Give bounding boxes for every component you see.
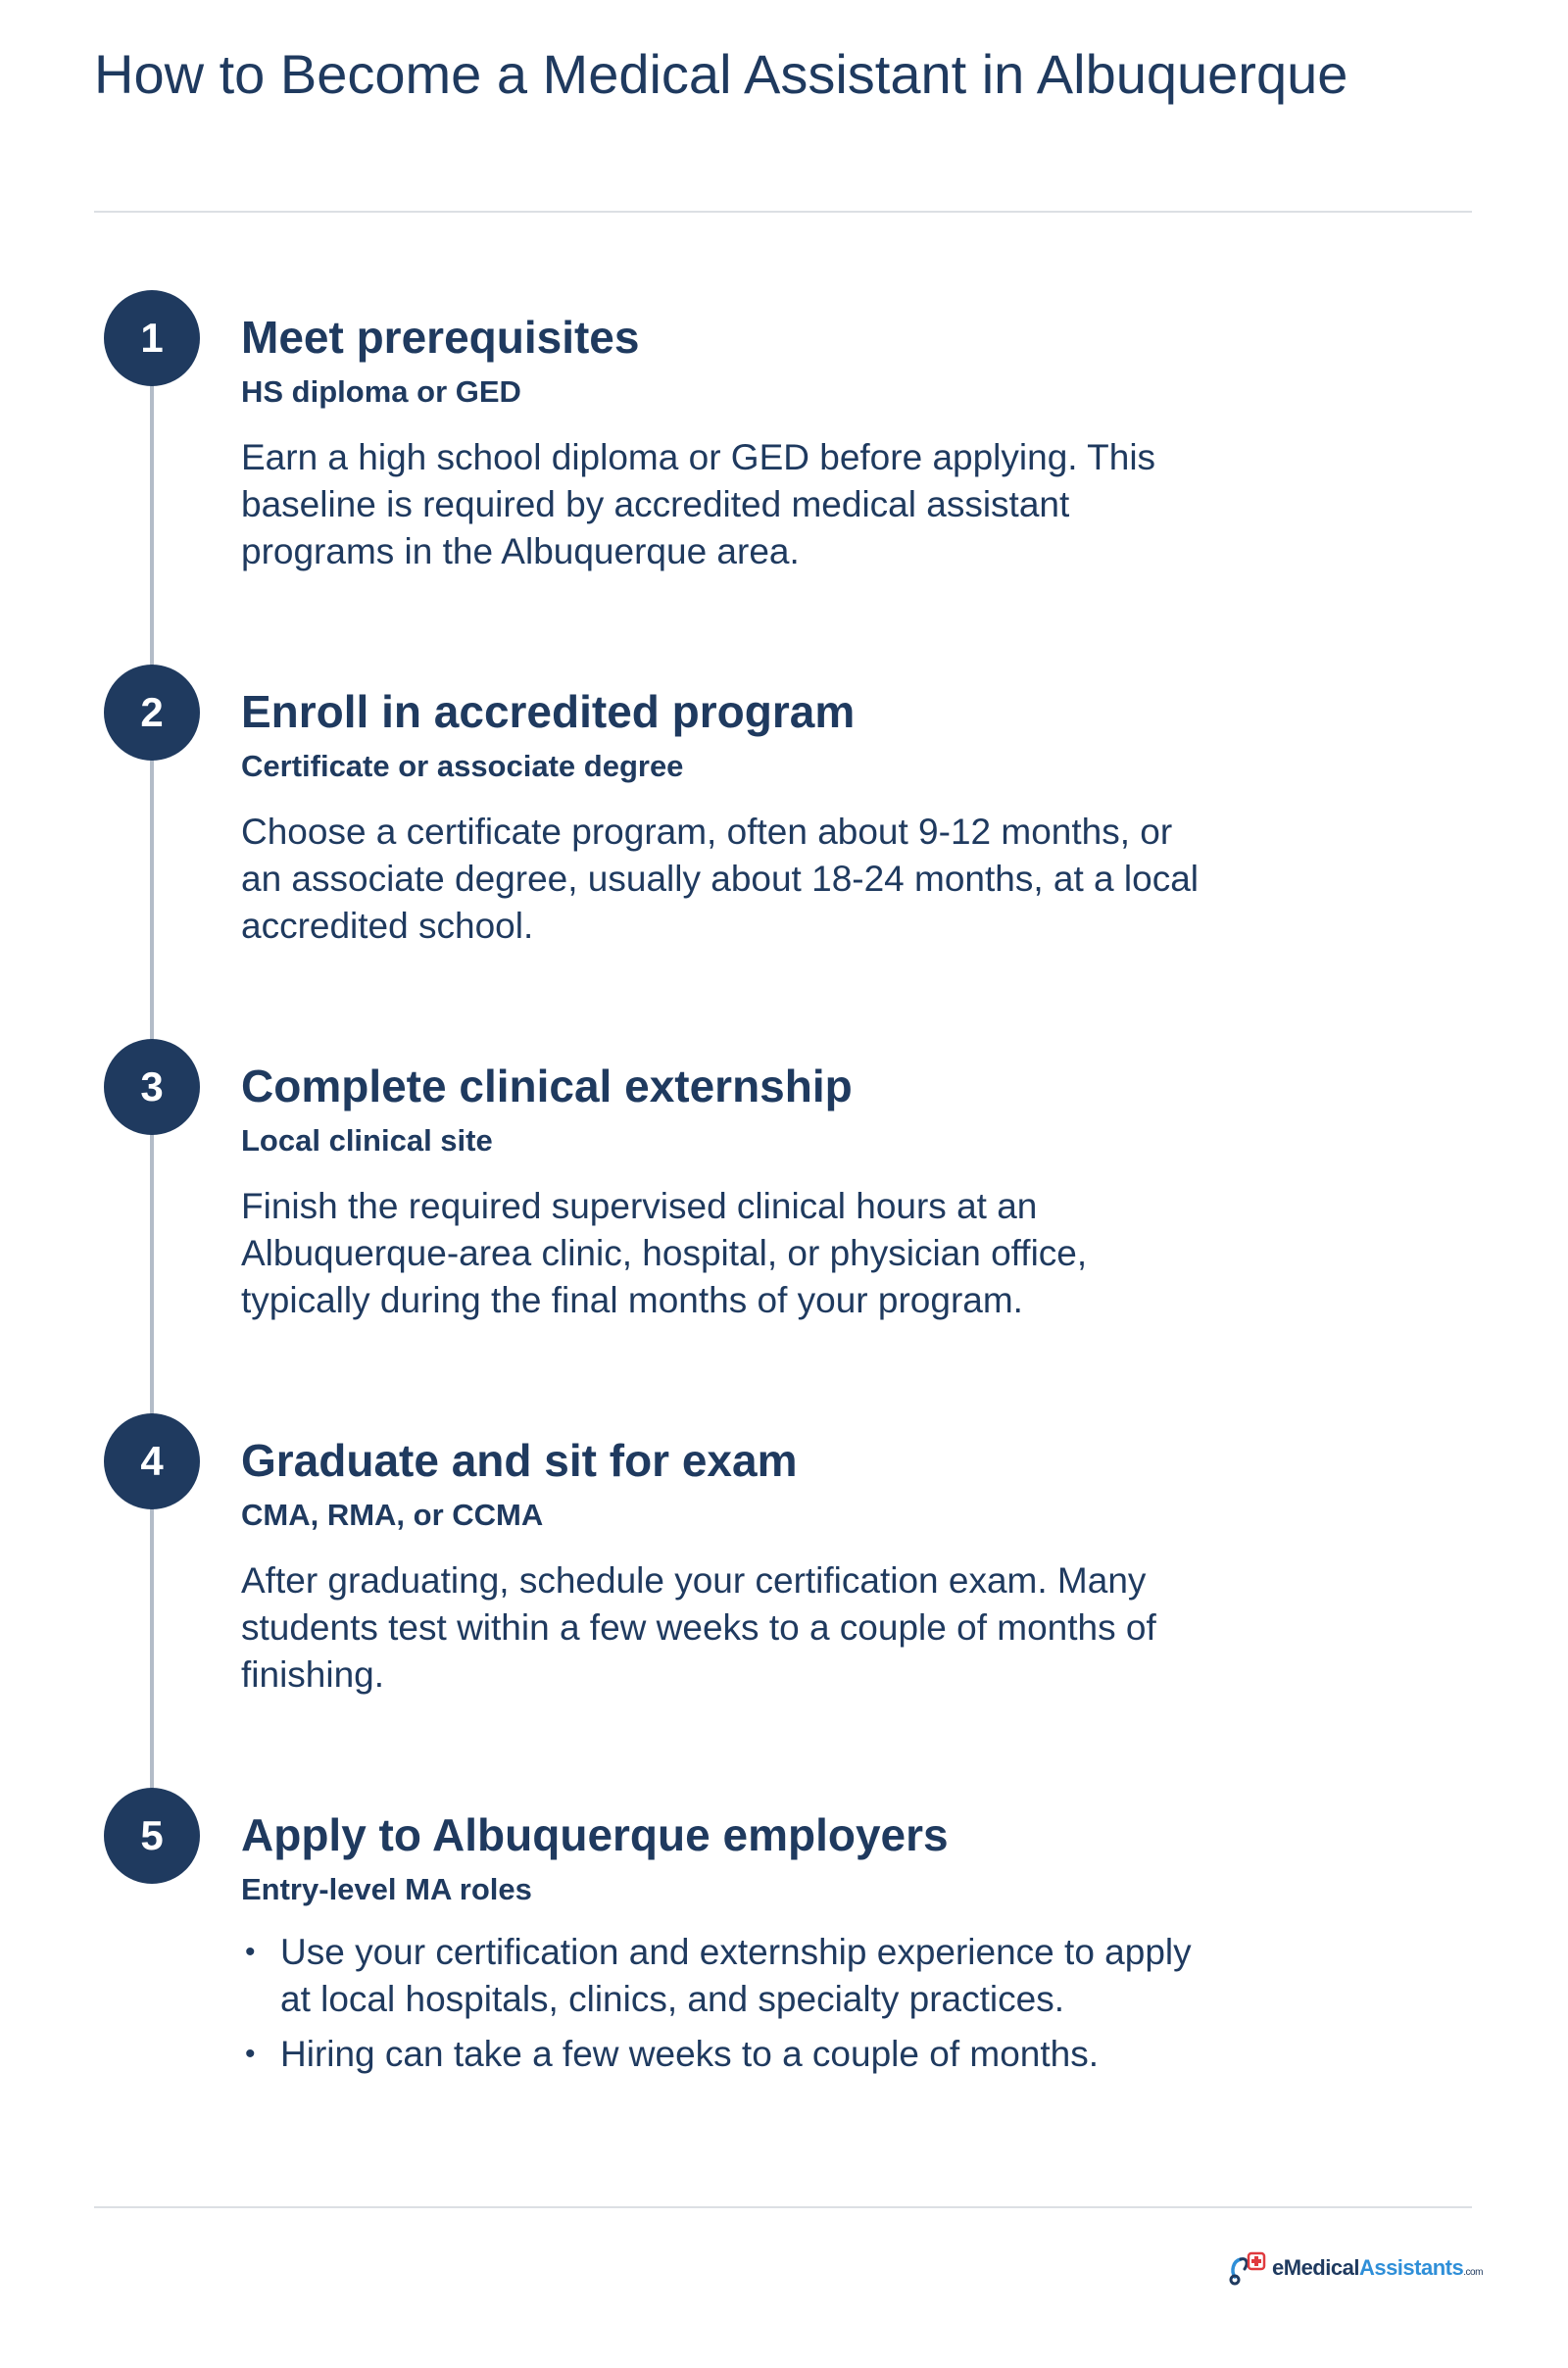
step-number-badge: 1 bbox=[104, 290, 200, 386]
step-subtitle: Certificate or associate degree bbox=[241, 749, 684, 783]
step-number-badge: 5 bbox=[104, 1788, 200, 1884]
logo-wordmark: eMedicalAssistants.com bbox=[1272, 2255, 1483, 2280]
step-description: After graduating, schedule your certification exam. Many students test within a few weeks to a couple of months of finishing. bbox=[241, 1560, 1156, 1695]
step-subtitle: HS diploma or GED bbox=[241, 374, 521, 409]
step-subtitle: Local clinical site bbox=[241, 1123, 493, 1158]
medical-cross-stethoscope-icon bbox=[1227, 2247, 1268, 2289]
step-title: Apply to Albuquerque employers bbox=[241, 1809, 949, 1860]
step-number-badge: 2 bbox=[104, 665, 200, 761]
step-number-badge: 3 bbox=[104, 1039, 200, 1135]
site-logo[interactable] bbox=[1227, 2246, 1483, 2290]
step-subtitle: CMA, RMA, or CCMA bbox=[241, 1498, 544, 1532]
page-title: How to Become a Medical Assistant in Albuquerque bbox=[94, 43, 1348, 105]
step-subtitle: Entry-level MA roles bbox=[241, 1872, 532, 1906]
bullet-text: Hiring can take a few weeks to a couple of months. bbox=[280, 2034, 1099, 2074]
step-title: Graduate and sit for exam bbox=[241, 1435, 798, 1486]
step-description: Finish the required supervised clinical hours at an Albuquerque-area clinic, hospital, or physician office, typically during the final months of your program. bbox=[241, 1186, 1088, 1320]
step-title: Complete clinical externship bbox=[241, 1061, 853, 1111]
step-description: Earn a high school diploma or GED before applying. This baseline is required by accredited medical assistant programs in the Albuquerque area. bbox=[241, 437, 1156, 571]
step-description: Choose a certificate program, often about 9-12 months, or an associate degree, usually about 18-24 months, at a local accredited school. bbox=[241, 812, 1200, 946]
bullet-dot-icon: • bbox=[245, 1936, 256, 1968]
bullet-dot-icon: • bbox=[245, 2038, 256, 2070]
step-bullet-list bbox=[241, 1929, 1221, 2086]
step-number-badge: 4 bbox=[104, 1413, 200, 1509]
footer-divider bbox=[94, 2206, 1472, 2208]
bullet-item bbox=[241, 1929, 1221, 2023]
step-title: Meet prerequisites bbox=[241, 312, 640, 363]
bullet-text: Use your certification and externship experience to apply at local hospitals, clinics, and specialty practices. bbox=[280, 1932, 1192, 2019]
header-divider bbox=[94, 211, 1472, 213]
step-title: Enroll in accredited program bbox=[241, 686, 856, 737]
bullet-item bbox=[241, 2031, 1221, 2078]
